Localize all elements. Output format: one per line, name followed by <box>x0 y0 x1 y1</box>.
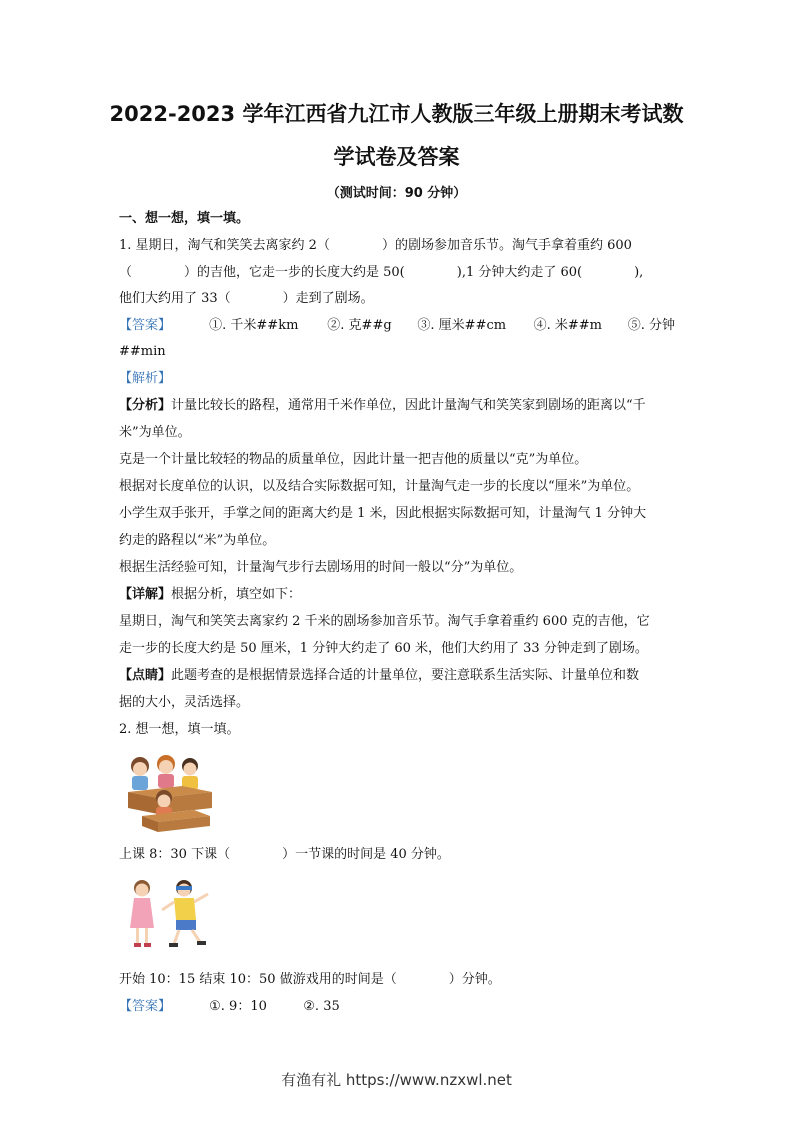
children-playing-illustration <box>124 876 214 950</box>
section-heading: 一、想一想，填一填。 <box>119 211 250 226</box>
answer-label: 【答案】 <box>119 999 172 1014</box>
analysis-label: 【解析】 <box>119 371 172 386</box>
answer-item: ②. 35 <box>303 999 340 1014</box>
answer-item: ③. 厘米##cm <box>417 318 507 333</box>
q2-line1: 上课 8：30 下课（ ）一节课的时间是 40 分钟。 <box>119 847 450 862</box>
detail-line3: 走一步的长度大约是 50 厘米，1 分钟大约走了 60 米，他们大约用了 33 分钟走到了剧场。 <box>119 641 648 656</box>
remark-text: 此题考查的是根据情景选择合适的计量单位，要注意联系生活实际、计量单位和数 <box>171 668 640 683</box>
q2-answer-line <box>119 998 679 1016</box>
analysis-line2: 米”为单位。 <box>119 425 191 440</box>
remark-line1 <box>119 667 679 685</box>
q2-stem: 2. 想一想，填一填。 <box>119 722 240 737</box>
doc-title-line1: 2022-2023 学年江西省九江市人教版三年级上册期末考试数 <box>109 102 684 126</box>
answer-item: ①. 千米##km <box>209 318 299 333</box>
analysis-line5: 小学生双手张开，手掌之间的距离大约是 1 米，因此根据实际数据可知，计量淘气 1 分钟大 <box>119 506 647 521</box>
answer-item: ⑤. 分钟 <box>627 318 675 333</box>
analysis-line1 <box>119 397 679 415</box>
q1-stem-line1: 1. 星期日，淘气和笑笑去离家约 2（ ）的剧场参加音乐节。淘气手拿着重约 600 <box>119 238 632 253</box>
detail-tag: 【详解】 <box>119 587 172 602</box>
q1-answer-tail: ##min <box>119 344 166 359</box>
analysis-line7: 根据生活经验可知，计量淘气步行去剧场用的时间一般以“分”为单位。 <box>119 560 523 575</box>
analysis-line6: 约走的路程以“米”为单位。 <box>119 533 276 548</box>
remark-line2: 据的大小，灵活选择。 <box>119 695 250 710</box>
analysis-line4: 根据对长度单位的认识，以及结合实际数据可知，计量淘气走一步的长度以“厘米”为单位。 <box>119 479 640 494</box>
classroom-students-illustration <box>124 752 216 834</box>
detail-line2: 星期日，淘气和笑笑去离家约 2 千米的剧场参加音乐节。淘气手拿着重约 600 克的吉他，它 <box>119 614 650 629</box>
q1-stem-line3: 他们大约用了 33（ ）走到了剧场。 <box>119 291 374 306</box>
detail-line1 <box>119 586 679 604</box>
answer-label: 【答案】 <box>119 318 172 333</box>
detail-text: 根据分析，填空如下： <box>171 587 302 602</box>
analysis-line3: 克是一个计量比较轻的物品的质量单位，因此计量一把吉他的质量以“克”为单位。 <box>119 452 588 467</box>
analysis-text: 计量比较长的路程，通常用千米作单位，因此计量淘气和笑笑家到剧场的距离以“千 <box>171 398 646 413</box>
remark-tag: 【点睛】 <box>119 668 172 683</box>
q1-answer-line <box>119 317 679 335</box>
answer-item: ②. 克##g <box>327 318 392 333</box>
answer-item: ④. 米##m <box>533 318 602 333</box>
q1-stem-line2: （ ）的吉他，它走一步的长度大约是 50( ),1 分钟大约走了 60( ), <box>119 265 644 280</box>
answer-item: ①. 9：10 <box>209 999 267 1014</box>
doc-title-line2: 学试卷及答案 <box>333 145 460 169</box>
footer-watermark: 有渔有礼 https://www.nzxwl.net <box>281 1071 512 1089</box>
analysis-tag: 【分析】 <box>119 398 172 413</box>
test-time: （测试时间：90 分钟） <box>326 186 467 201</box>
q2-line2: 开始 10：15 结束 10：50 做游戏用的时间是（ ）分钟。 <box>119 972 501 987</box>
